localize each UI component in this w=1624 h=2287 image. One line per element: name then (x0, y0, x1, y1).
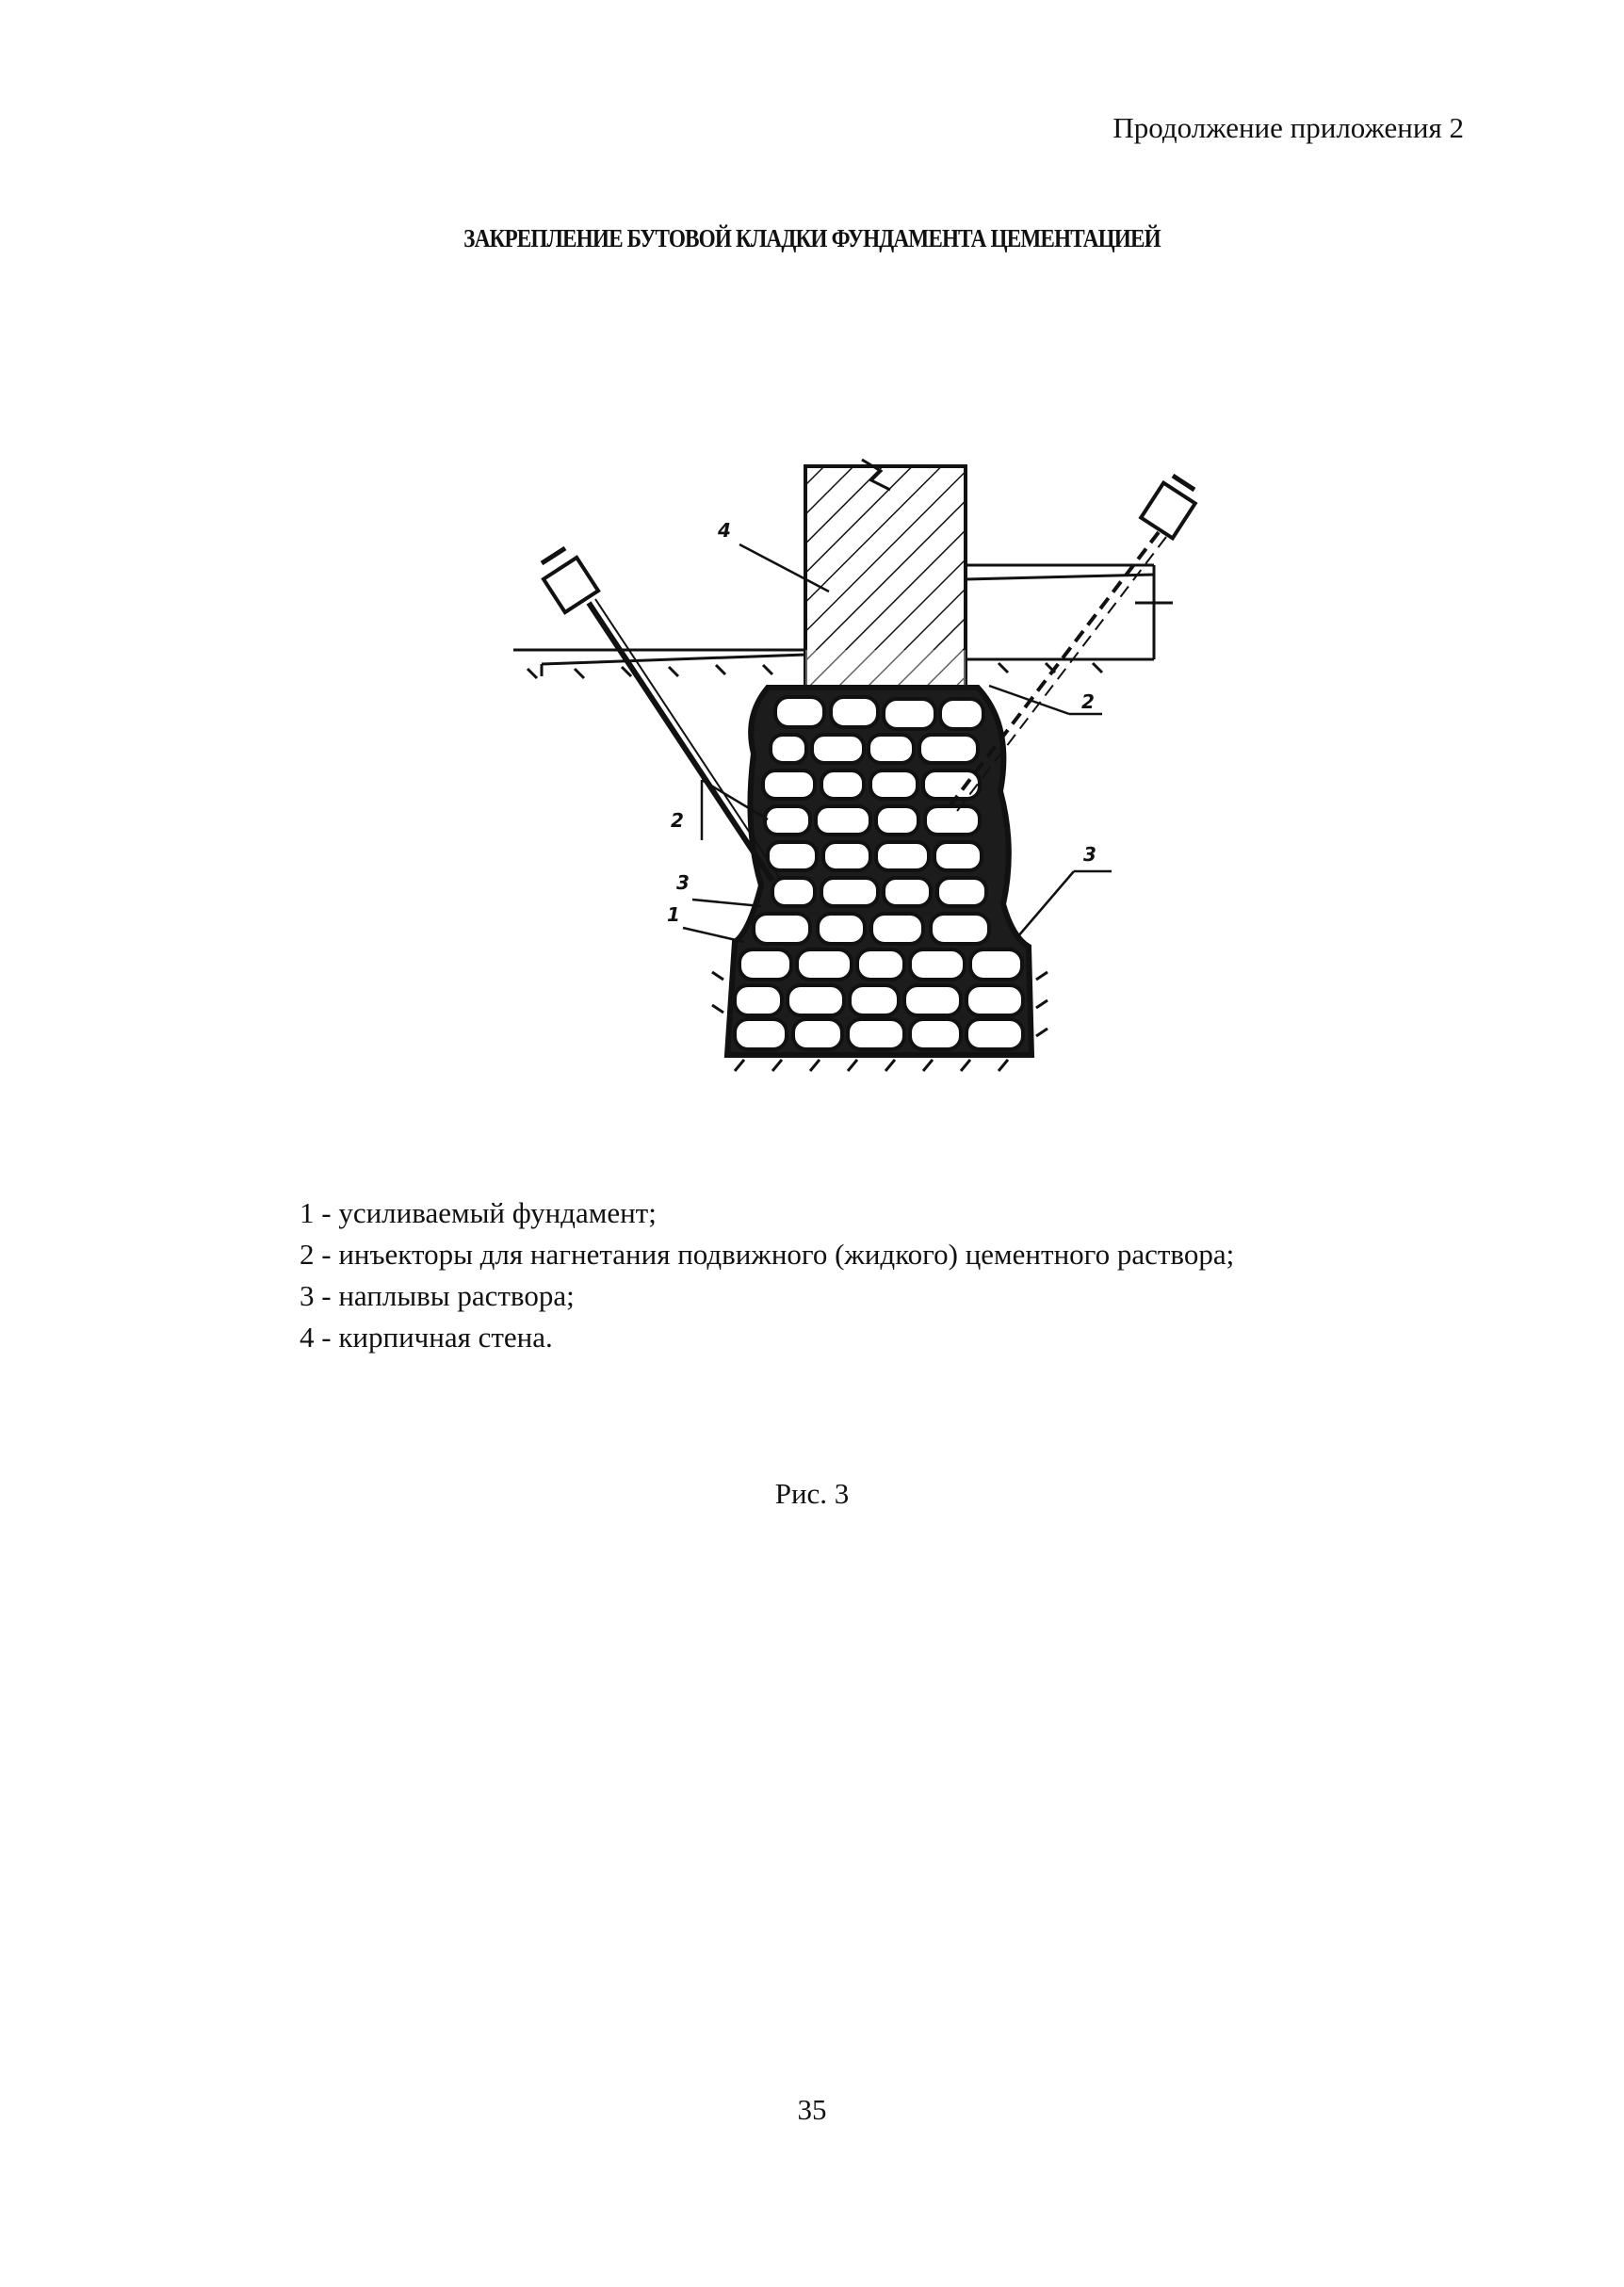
callout-3-right: 3 (1083, 843, 1096, 866)
brick-wall (805, 460, 966, 688)
figure-caption: Рис. 3 (774, 1477, 850, 1510)
legend-item: 4 - кирпичная стена. (300, 1321, 553, 1354)
callout-2-left: 2 (671, 809, 684, 832)
legend-item: 3 - наплывы раствора; (300, 1279, 575, 1312)
callout-2-right: 2 (1081, 690, 1095, 713)
appendix-continuation-note: Продолжение приложения 2 (1112, 111, 1464, 144)
legend-item: 1 - усиливаемый фундамент; (300, 1196, 657, 1229)
callout-3-left: 3 (676, 871, 690, 894)
legend-item: 2 - инъекторы для нагнетания подвижного (жидкого) цементного раствора; (300, 1238, 1235, 1271)
left-injector (542, 548, 779, 881)
callout-4: 4 (718, 519, 731, 542)
right-injector (947, 476, 1195, 815)
page-number: 35 (797, 2093, 827, 2126)
figure-legend (300, 1192, 1234, 1358)
callout-1: 1 (667, 903, 680, 926)
document-title: ЗАКРЕПЛЕНИЕ БУТОВОЙ КЛАДКИ ФУНДАМЕНТА ЦЕМЕНТАЦИЕЙ (463, 224, 1161, 252)
